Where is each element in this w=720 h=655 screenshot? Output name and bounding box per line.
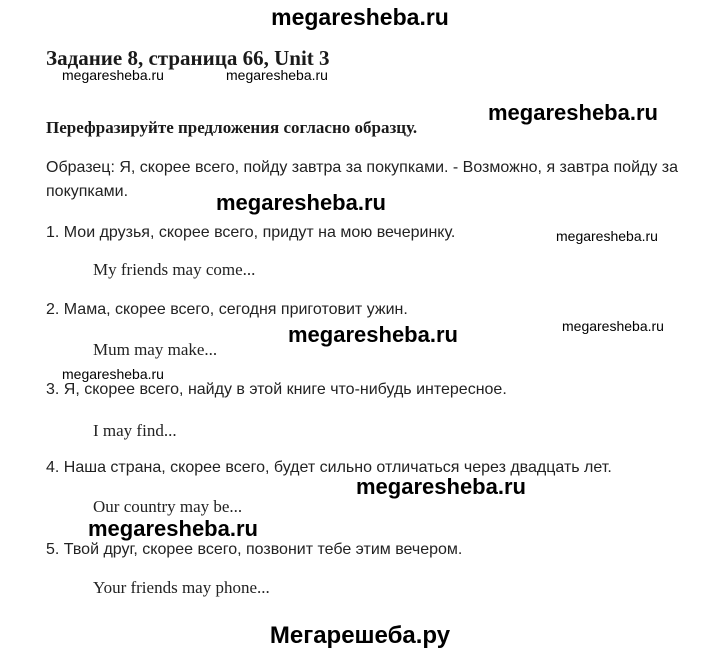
- watermark: megaresheba.ru: [562, 318, 664, 334]
- watermark: megaresheba.ru: [226, 67, 328, 83]
- watermark: megaresheba.ru: [488, 100, 658, 125]
- watermark: megaresheba.ru: [556, 228, 658, 244]
- exercise-answer: My friends may come...: [93, 260, 256, 279]
- exercise-sentence: 4. Наша страна, скорее всего, будет сильно отличаться через двадцать лет.: [46, 459, 612, 476]
- watermark: megaresheba.ru: [216, 190, 386, 215]
- watermark: megaresheba.ru: [88, 516, 258, 541]
- exercise-answer: I may find...: [93, 421, 177, 440]
- exercise-answer: Our country may be...: [93, 497, 243, 516]
- exercise-sentence: 2. Мама, скорее всего, сегодня приготовит ужин.: [46, 301, 408, 318]
- site-header-watermark: megaresheba.ru: [271, 4, 449, 30]
- instruction: Перефразируйте предложения согласно образцу.: [46, 118, 418, 137]
- exercise-sentence: 5. Твой друг, скорее всего, позвонит тебе этим вечером.: [46, 541, 463, 558]
- watermark: megaresheba.ru: [62, 67, 164, 83]
- exercise-sentence: 1. Мои друзья, скорее всего, придут на мою вечеринку.: [46, 224, 456, 241]
- exercise-answer: Mum may make...: [93, 340, 218, 359]
- watermark: megaresheba.ru: [288, 322, 458, 347]
- watermark: megaresheba.ru: [62, 366, 164, 382]
- watermark: megaresheba.ru: [356, 474, 526, 499]
- example-text: Образец: Я, скорее всего, пойду завтра за покупками. - Возможно, я завтра пойду за покупками.: [46, 159, 679, 200]
- page-title: Задание 8, страница 66, Unit 3: [46, 46, 330, 70]
- exercise-answer: Your friends may phone...: [93, 578, 270, 597]
- site-footer: Мегарешеба.ру: [269, 622, 451, 649]
- exercise-sentence: 3. Я, скорее всего, найду в этой книге что-нибудь интересное.: [46, 381, 507, 398]
